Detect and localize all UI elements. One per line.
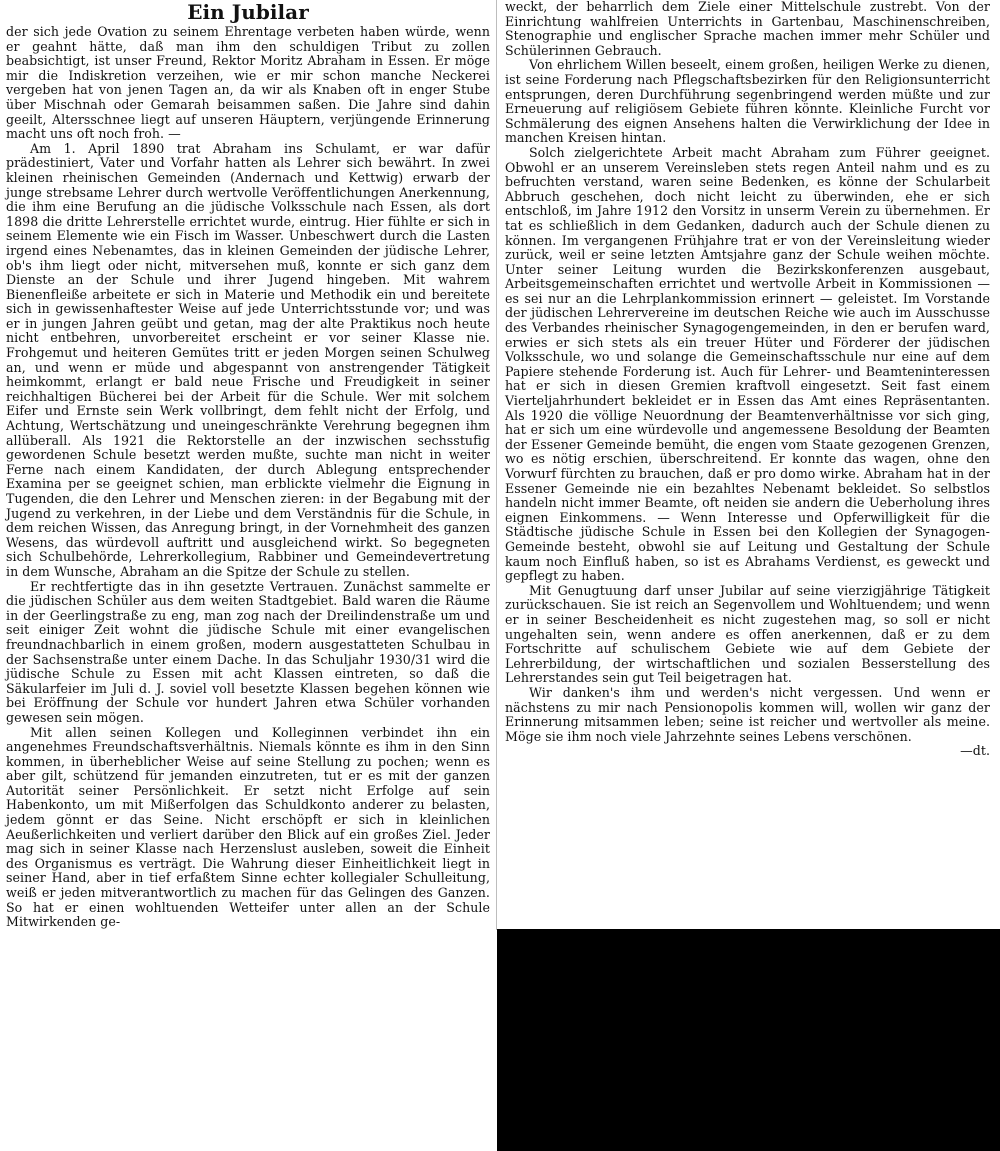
left-column [6,0,490,930]
paragraph-4: Mit allen seinen Kollegen und Kolleginnen verbindet ihn ein angenehmes Freundschaftsverhältnis. Niemals könnte es ihm in den Sinn kommen, in überheblicher Weise auf seine Stellung zu pochen; wenn es aber gilt, schützend für jemanden einzutreten, tut er es mit der ganzen Autorität seiner Persönlichkeit. Er setzt nicht Erfolge auf sein Habenkonto, um mit Mißerfolgen das Schuldkonto anderer zu belasten, jedem gönnt er das Seine. Nicht erschöpft er sich in kleinlichen Aeußerlichkeiten und verliert darüber den Blick auf ein großes Ziel. Jeder mag sich in seiner Klasse nach Herzenslust ausleben, soweit die Einheit des Organismus es verträgt. Die Wahrung dieser Einheitlichkeit liegt in seiner Hand, aber in tief erfaßtem Sinne echter kollegialer Schulleitung, weiß er jeden mitverantwortlich zu machen für das Gelingen des Ganzen. So hat er einen wohltuenden Wetteifer unter allen an der Schule Mitwirkenden ge- [6,724,490,930]
right-column [505,0,990,759]
paragraph-1: der sich jede Ovation zu seinem Ehrentage verbeten haben würde, wenn er geahnt hätte, daß man ihm den schuldigen Tribut zu zollen beabsichtigt, ist unser Freund, Rektor Moritz Abraham in Essen. Er möge mir die Indiskretion verzeihen, wie er mir schon manche Neckerei vergeben hat von jenen Tagen an, da wir als Knaben oft in enger Stube über Mischnah oder Gemarah beisammen saßen. Die Jahre sind dahin geeilt, Altersschnee liegt auf unseren Häuptern, verjüngende Erinnerung macht uns oft noch froh. — [6,24,490,142]
column-divider [496,0,497,930]
paragraph-8: Mit Genugtuung darf unser Jubilar auf seine vierzigjährige Tätigkeit zurückschauen. Sie ist reich an Segenvollem und Wohltuendem; und wenn er in seiner Bescheidenheit es nicht zugestehen mag, so soll er nicht ungehalten sein, wenn andere es offen anerkennen, daß er zu dem Fortschritte auf schulischem Gebiete wie auf dem Gebiete der Lehrerbildung, der wirtschaftlichen und sozialen Besserstellung des Lehrerstandes sein gut Teil beigetragen hat. [505,582,990,686]
paragraph-5: weckt, der beharrlich dem Ziele einer Mittelschule zustrebt. Von der Einrichtung wahlfreien Unterrichts in Gartenbau, Maschinenschreiben, Stenographie und englischer Sprache machen immer mehr Schüler und Schülerinnen Gebrauch. [505,0,990,58]
paragraph-6: Von ehrlichem Willen beseelt, einem großen, heiligen Werke zu dienen, ist seine Forderung nach Pflegschaftsbezirken für den Religionsunterricht entsprungen, deren Durchführung segenbringend werden müßte und zur Erneuerung auf religiösem Gebiete führen könnte. Kleinliche Furcht vor Schmälerung des eignen Ansehens halten die Verwirklichung der Idee in manchen Kreisen hintan. [505,57,990,146]
paragraph-9: Wir danken's ihm und werden's nicht vergessen. Und wenn er nächstens zu mir nach Pensionopolis kommen will, wollen wir ganz der Erinnerung mitsammen leben; seine ist reicher und wertvoller als meine. Möge sie ihm noch viele Jahrzehnte seines Lebens verschönen. [505,684,990,744]
paragraph-7: Solch zielgerichtete Arbeit macht Abraham zum Führer geeignet. Obwohl er an unserem Vereinsleben stets regen Anteil nahm und es zu befruchten verstand, waren seine Bedenken, es könne der Schularbeit Abbruch geschehen, doch nicht leicht zu überwinden, ehe er sich entschloß, im Jahre 1912 den Vorsitz in unserm Verein zu übernehmen. Er tat es schließlich in dem Gedanken, dadurch auch der Schule dienen zu können. Im vergangenen Frühjahre trat er von der Vereinsleitung wieder zurück, weil er seine letzten Amtsjahre ganz der Schule weihen möchte. Unter seiner Leitung wurden die Bezirkskonferenzen ausgebaut, Arbeitsgemeinschaften errichtet und wertvolle Arbeit in Kommissionen — es sei nur an die Lehrplankommission erinnert — geleistet. Im Vorstande der jüdischen Lehrervereine im deutschen Reiche wie auch im Ausschusse des Verbandes rheinischer Synagogengemeinden, in den er berufen ward, erwies er sich stets als ein treuer Hüter und Förderer der jüdischen Volksschule, wo und solange die Gemeinschaftsschule nur eine auf dem Papiere stehende Forderung ist. Auch für Lehrer- und Beamteninteressen hat er sich in diesen Gremien kraftvoll eingesetzt. Seit fast einem Vierteljahrhundert bekleidet er in Essen das Amt eines Repräsentanten. Als 1920 die völlige Neuordnung der Beamtenverhältnisse vor sich ging, hat er sich um eine würdevolle und angemessene Besoldung der Beamten der Essener Gemeinde bemüht, die engen vom Staate gezogenen Grenzen, wo es nötig erschien, überschreitend. Er konnte das wagen, ohne den Vorwurf fürchten zu brauchen, daß er pro domo wirke. Abraham hat in der Essener Gemeinde nie ein bezahltes Nebenamt bekleidet. So selbstlos handeln nicht immer Beamte, oft neiden sie andern die Ueberholung ihres eignen Einkommens. — Wenn Interesse und Opferwilligkeit für die Städtische jüdische Schule in Essen bei den Kollegien der Synagogen-Gemeinde besteht, obwohl sie auf Leitung und Gestaltung der Schule kaum noch Einfluß haben, so ist es Abrahams Verdienst, es geweckt und gepflegt zu haben. [505,144,990,584]
author-signature: —dt. [960,743,990,759]
article-title: Ein Jubilar [187,0,309,24]
black-redaction-block [497,929,1000,1151]
paragraph-2: Am 1. April 1890 trat Abraham ins Schulamt, er war dafür prädestiniert, Vater und Vorfahr hatten als Lehrer sich bewährt. In zwei kleinen rheinischen Gemeinden (Andernach und Kettwig) erwarb der junge strebsame Lehrer durch wertvolle Veröffentlichungen Anerkennung, die ihm eine Berufung an die jüdische Volksschule nach Essen, als dort 1898 die dritte Lehrerstelle errichtet wurde, eintrug. Hier fühlte er sich in seinem Elemente wie ein Fisch im Wasser. Unbeschwert durch die Lasten irgend eines Nebenamtes, das in kleinen Gemeinden der jüdische Lehrer, ob's ihm liegt oder nicht, mitversehen muß, konnte er sich ganz dem Dienste an der Schule und ihrer Jugend hingeben. Mit wahrem Bienenfleiße arbeitete er sich in Materie und Methodik ein und bereitete sich in gewissenhaftester Weise auf jede Unterrichtsstunde vor; und was er in jungen Jahren geübt und getan, mag der alte Praktikus noch heute nicht entbehren, unvorbereitet erscheint er vor seiner Klasse nie. Frohgemut und heiteren Gemütes tritt er jeden Morgen seinen Schulweg an, und wenn er müde und abgespannt von anstrengender Tätigkeit heimkommt, erlangt er bald neue Frische und Freudigkeit in seiner reichhaltigen Bücherei bei der Arbeit für die Schule. Wer mit solchem Eifer und Ernste sein Werk vollbringt, dem fehlt nicht der Erfolg, und Achtung, Wertschätzung und uneingeschränkte Verehrung begegnen ihm allüberall. Als 1921 die Rektorstelle an der inzwischen sechsstufig gewordenen Schule besetzt werden mußte, suchte man nicht in weiter Ferne nach einem Kandidaten, der durch Ablegung entsprechender Examina per se geeignet schien, man erblickte vielmehr die Eignung in Tugenden, die den Lehrer und Menschen zieren: in der Begabung mit der Jugend zu verkehren, in der Liebe und dem Verständnis für die Schule, in dem reichen Wissen, das Anregung bringt, in der Vornehmheit des ganzen Wesens, das würdevoll auftritt und ausgleichend wirkt. So begegneten sich Schulbehörde, Lehrerkollegium, Rabbiner und Gemeindevertretung in dem Wunsche, Abraham an die Spitze der Schule zu stellen. [6,140,490,579]
paragraph-3: Er rechtfertigte das in ihn gesetzte Vertrauen. Zunächst sammelte er die jüdischen Schüler aus dem weiten Stadtgebiet. Bald waren die Räume in der Geerlingstraße zu eng, man zog nach der Dreilindenstraße um und seit einiger Zeit wohnt die jüdische Schule mit einer evangelischen freundnachbarlich in einem großen, modern ausgestatteten Schulbau in der Sachsenstraße unter einem Dache. In das Schuljahr 1930/31 wird die jüdische Schule zu Essen mit acht Klassen eintreten, so daß die Säkularfeier im Juli d. J. soviel voll besetzte Klassen begehen können wie bei Eröffnung der Schule vor hundert Jahren etwa Schüler vorhanden gewesen sein mögen. [6,578,490,725]
